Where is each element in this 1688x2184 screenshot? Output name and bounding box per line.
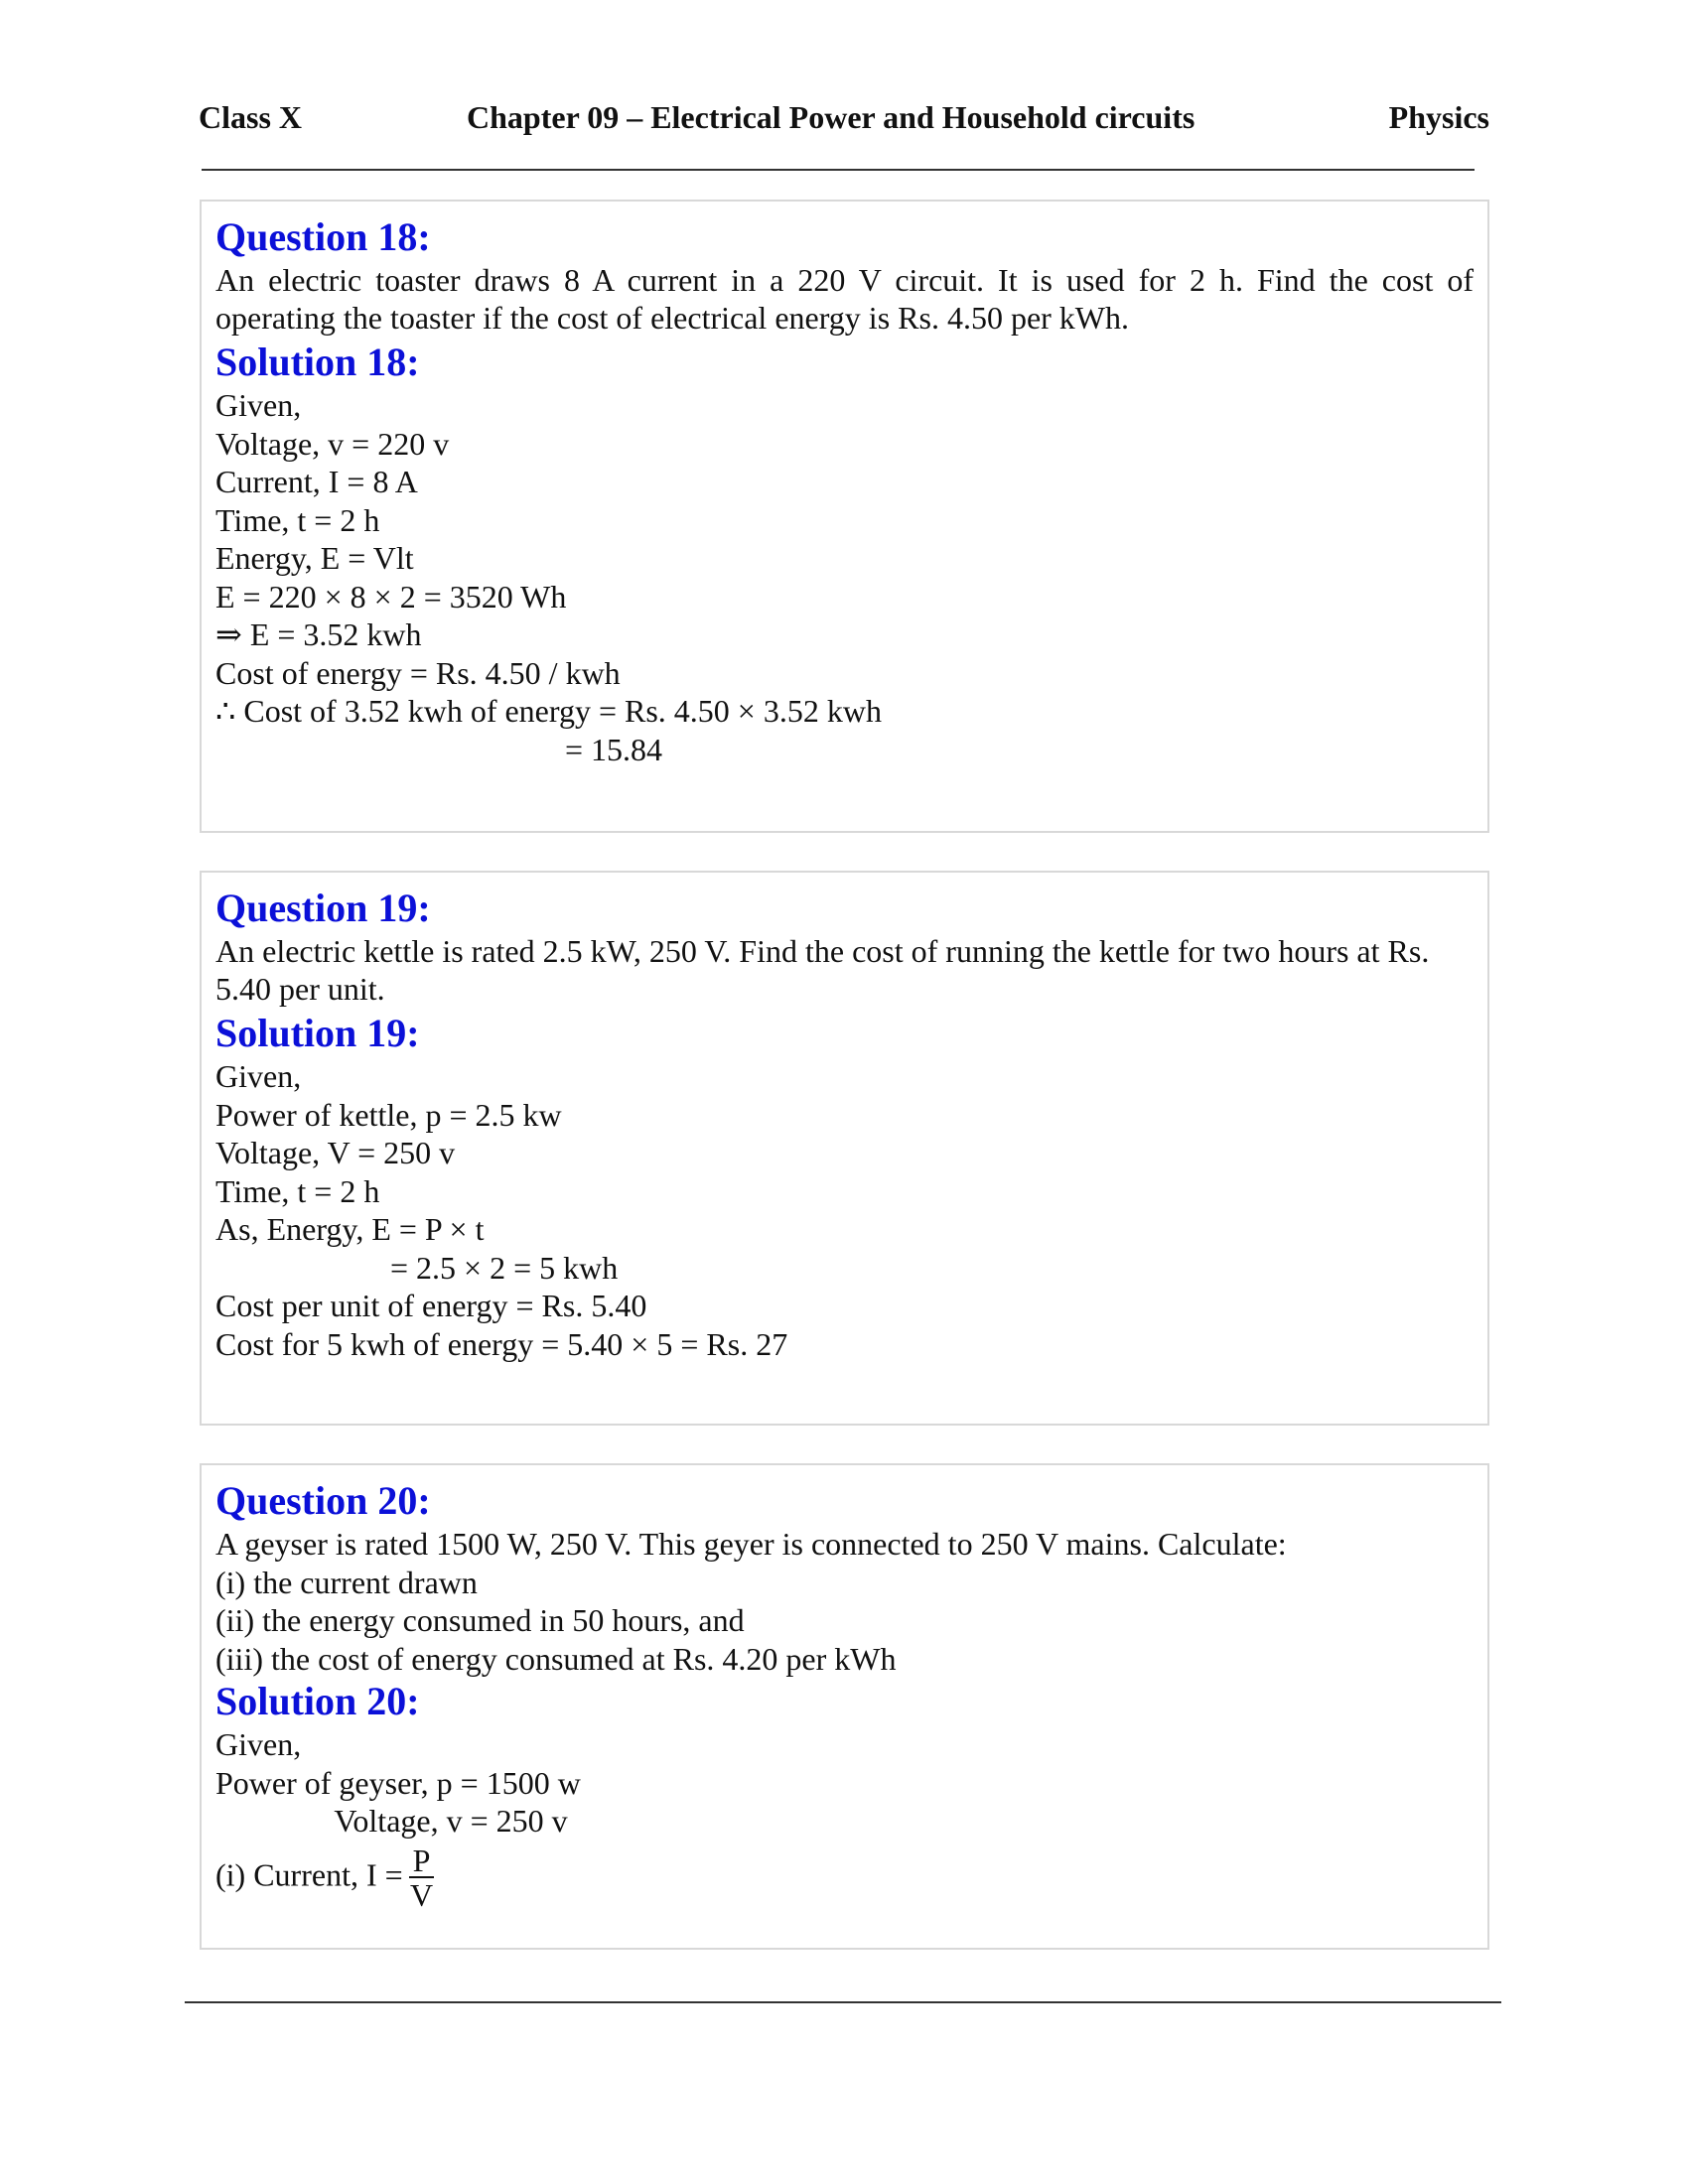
solution-line: Voltage, V = 250 v [215, 1135, 456, 1170]
solution-line: E = 220 × 8 × 2 = 3520 Wh [215, 578, 567, 614]
solution-line: Cost per unit of energy = Rs. 5.40 [215, 1288, 647, 1323]
solution-line: Cost for 5 kwh of energy = 5.40 × 5 = Rs. 27 [215, 1325, 788, 1362]
solution-20-title: Solution 20: [215, 1679, 420, 1723]
solution-20-body [215, 1725, 1474, 1912]
question-20-box [200, 1463, 1489, 1950]
header-class: Class X [199, 99, 303, 135]
solution-19-title: Solution 19: [215, 1011, 420, 1055]
question-18-text: An electric toaster draws 8 A current in a 220 V circuit. It is used for 2 h. Find the cost of operating the toaster if the cost of electrical energy is Rs. 4.50 per kWh. [215, 262, 1474, 336]
solution-18-title: Solution 18: [215, 340, 420, 384]
solution-line: Energy, E = Vlt [215, 540, 414, 576]
page-header [199, 99, 1489, 139]
question-19-text: An electric kettle is rated 2.5 kW, 250 V. Find the cost of running the kettle for two hours at Rs. 5.40 per unit. [215, 933, 1430, 1007]
solution-line: Power of kettle, p = 2.5 kw [215, 1096, 562, 1133]
solution-line: Given, [215, 1726, 302, 1762]
solution-line: As, Energy, E = P × t [215, 1211, 485, 1247]
solution-line: Given, [215, 1058, 302, 1094]
solution-line: Cost of energy = Rs. 4.50 / kwh [215, 654, 621, 691]
solution-18-body [215, 386, 1474, 768]
header-divider [202, 169, 1475, 171]
solution-19-body [215, 1057, 1474, 1363]
question-20-subpart: (ii) the energy consumed in 50 hours, and [215, 1602, 745, 1638]
solution-line: ∴ Cost of 3.52 kwh of energy = Rs. 4.50 × 3.52 kwh [215, 693, 882, 729]
solution-line: = 15.84 [215, 731, 663, 767]
question-19-box [200, 871, 1489, 1426]
solution-line: = 2.5 × 2 = 5 kwh [215, 1249, 619, 1286]
question-20-subpart: (i) the current drawn [215, 1564, 478, 1600]
power-over-voltage-fraction [409, 1844, 435, 1912]
current-label: (i) Current, I = [215, 1855, 403, 1892]
solution-line: Power of geyser, p = 1500 w [215, 1764, 581, 1801]
question-20-title: Question 20: [215, 1478, 431, 1523]
solution-line: Current, I = 8 A [215, 464, 418, 499]
solution-line: Time, t = 2 h [215, 501, 380, 538]
footer-divider [185, 2001, 1501, 2003]
solution-line: Time, t = 2 h [215, 1172, 380, 1209]
fraction-numerator: P [409, 1844, 435, 1878]
header-subject: Physics [1388, 99, 1489, 135]
question-19-title: Question 19: [215, 886, 431, 930]
question-18-box [200, 200, 1489, 833]
current-formula [215, 1844, 1474, 1912]
fraction-denominator: V [410, 1876, 434, 1913]
question-20-text: A geyser is rated 1500 W, 250 V. This geyer is connected to 250 V mains. Calculate: [215, 1526, 1287, 1562]
solution-line: Voltage, v = 250 v [215, 1803, 568, 1839]
solution-line: Given, [215, 387, 302, 423]
solution-line: ⇒ E = 3.52 kwh [215, 616, 422, 652]
question-20-subpart: (iii) the cost of energy consumed at Rs. 4.20 per kWh [215, 1640, 897, 1677]
header-chapter: Chapter 09 – Electrical Power and Household circuits [467, 99, 1196, 135]
question-18-title: Question 18: [215, 214, 431, 259]
solution-line: Voltage, v = 220 v [215, 425, 450, 462]
